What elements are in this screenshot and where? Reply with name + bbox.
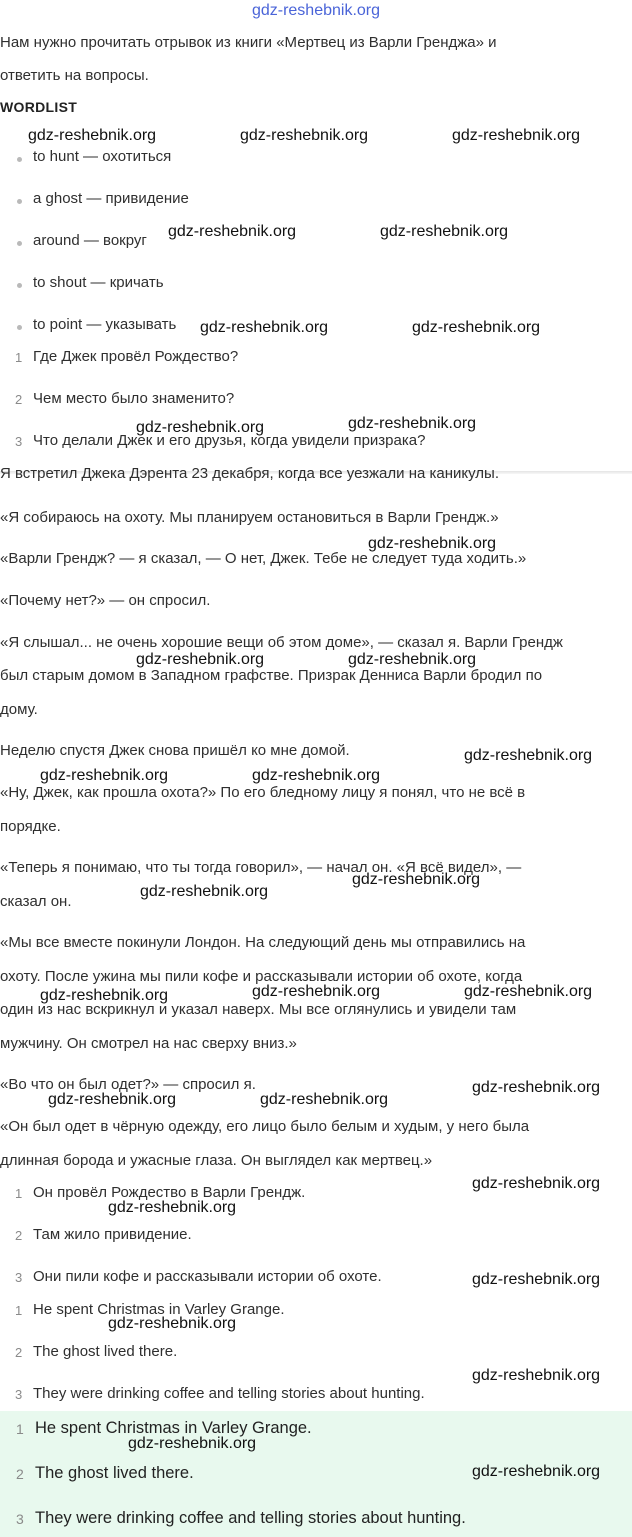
watermark: gdz-reshebnik.org — [40, 987, 169, 1004]
translation-line: один из нас вскрикнул и указал наверх. Мы все оглянулись и увидели там — [0, 1001, 517, 1018]
translation-line: мужчину. Он смотрел на нас сверху вниз.» — [0, 1035, 297, 1052]
translation-line: «Мы все вместе покинули Лондон. На следующий день мы отправились на — [0, 934, 526, 951]
wordlist-item: to point — указывать — [33, 316, 177, 333]
answer-text: He spent Christmas in Varley Grange. — [33, 1301, 285, 1318]
watermark: gdz-reshebnik.org — [136, 419, 265, 436]
translation-line: Я встретил Джека Дэрента 23 декабря, когда все уезжали на каникулы. — [0, 465, 499, 482]
watermark: gdz-reshebnik.org — [128, 1435, 257, 1452]
bullet-icon — [17, 157, 22, 162]
question-number: 2 — [15, 392, 23, 407]
watermark: gdz-reshebnik.org — [348, 651, 477, 668]
watermark: gdz-reshebnik.org — [380, 223, 509, 240]
answer-number: 2 — [16, 1466, 24, 1482]
question-text: Чем место было знаменито? — [33, 390, 235, 407]
answer-text: The ghost lived there. — [33, 1343, 178, 1360]
bullet-icon — [17, 283, 22, 288]
answer-number: 3 — [15, 1387, 23, 1402]
translation-line: «Ну, Джек, как прошла охота?» По его бледному лицу я понял, что не всё в — [0, 784, 526, 801]
watermark: gdz-reshebnik.org — [168, 223, 297, 240]
watermark: gdz-reshebnik.org — [352, 871, 481, 888]
wordlist-heading: WORDLIST — [0, 99, 78, 115]
watermark: gdz-reshebnik.org — [464, 747, 593, 764]
watermark: gdz-reshebnik.org — [452, 127, 581, 144]
watermark: gdz-reshebnik.org — [108, 1315, 237, 1332]
watermark: gdz-reshebnik.org — [260, 1091, 389, 1108]
watermark: gdz-reshebnik.org — [108, 1199, 237, 1216]
question-text: Что делали Джек и его друзья, когда увидели призрака? — [33, 432, 426, 449]
wordlist-item: to hunt — охотиться — [33, 148, 172, 165]
translation-line: «Почему нет?» — он спросил. — [0, 592, 211, 609]
watermark: gdz-reshebnik.org — [252, 983, 381, 1000]
answer-text: Они пили кофе и рассказывали истории об охоте. — [33, 1268, 382, 1285]
question-number: 3 — [15, 434, 23, 449]
wordlist-item: a ghost — привидение — [33, 190, 189, 207]
watermark-top: gdz-reshebnik.org — [251, 2, 381, 19]
translation-line: «Варли Грендж? — я сказал, — О нет, Джек. Тебе не следует туда ходить.» — [0, 550, 527, 567]
wordlist-item: around — вокруг — [33, 232, 147, 249]
watermark: gdz-reshebnik.org — [136, 651, 265, 668]
translation-line: сказал он. — [0, 893, 72, 910]
answer-number: 3 — [15, 1270, 23, 1285]
bullet-icon — [17, 241, 22, 246]
watermark: gdz-reshebnik.org — [464, 983, 593, 1000]
answer-text: The ghost lived there. — [35, 1464, 194, 1482]
watermark: gdz-reshebnik.org — [472, 1367, 601, 1384]
watermark: gdz-reshebnik.org — [472, 1079, 601, 1096]
intro-line-1: Нам нужно прочитать отрывок из книги «Мертвец из Варли Гренджа» и — [0, 34, 497, 51]
answer-number: 3 — [16, 1511, 24, 1527]
answer-number: 1 — [15, 1186, 23, 1201]
wordlist-item: to shout — кричать — [33, 274, 164, 291]
bullet-icon — [17, 199, 22, 204]
watermark: gdz-reshebnik.org — [40, 767, 169, 784]
answer-number: 2 — [15, 1228, 23, 1243]
answer-text: Там жило привидение. — [33, 1226, 192, 1243]
translation-line: длинная борода и ужасные глаза. Он выглядел как мертвец.» — [0, 1152, 433, 1169]
watermark: gdz-reshebnik.org — [240, 127, 369, 144]
watermark: gdz-reshebnik.org — [252, 767, 381, 784]
translation-line: «Я собираюсь на охоту. Мы планируем остановиться в Варли Грендж.» — [0, 509, 499, 526]
watermark: gdz-reshebnik.org — [348, 415, 477, 432]
answer-text: They were drinking coffee and telling stories about hunting. — [35, 1509, 466, 1527]
watermark: gdz-reshebnik.org — [472, 1271, 601, 1288]
translation-line: «Во что он был одет?» — спросил я. — [0, 1076, 256, 1093]
watermark: gdz-reshebnik.org — [200, 319, 329, 336]
answer-number: 1 — [15, 1303, 23, 1318]
translation-line: порядке. — [0, 818, 61, 835]
translation-line: был старым домом в Западном графстве. Призрак Денниса Варли бродил по — [0, 667, 543, 684]
question-number: 1 — [15, 350, 23, 365]
answer-text: He spent Christmas in Varley Grange. — [35, 1419, 312, 1437]
translation-line: «Я слышал... не очень хорошие вещи об этом доме», — сказал я. Варли Грендж — [0, 634, 563, 651]
translation-line: «Он был одет в чёрную одежду, его лицо было белым и худым, у него была — [0, 1118, 530, 1135]
answer-number: 1 — [16, 1421, 24, 1437]
watermark: gdz-reshebnik.org — [368, 535, 497, 552]
answer-text: They were drinking coffee and telling stories about hunting. — [33, 1385, 425, 1402]
watermark: gdz-reshebnik.org — [472, 1175, 601, 1192]
answer-number: 2 — [15, 1345, 23, 1360]
watermark: gdz-reshebnik.org — [472, 1463, 601, 1480]
translation-line: Неделю спустя Джек снова пришёл ко мне домой. — [0, 742, 350, 759]
translation-line: охоту. После ужина мы пили кофе и рассказывали истории об охоте, когда — [0, 968, 523, 985]
watermark: gdz-reshebnik.org — [140, 883, 269, 900]
bullet-icon — [17, 325, 22, 330]
watermark: gdz-reshebnik.org — [28, 127, 157, 144]
watermark: gdz-reshebnik.org — [48, 1091, 177, 1108]
answer-text: Он провёл Рождество в Варли Грендж. — [33, 1184, 306, 1201]
question-text: Где Джек провёл Рождество? — [33, 348, 239, 365]
translation-line: дому. — [0, 701, 38, 718]
watermark: gdz-reshebnik.org — [412, 319, 541, 336]
translation-line: «Теперь я понимаю, что ты тогда говорил», — начал он. «Я всё видел», — — [0, 859, 522, 876]
intro-line-2: ответить на вопросы. — [0, 67, 149, 84]
